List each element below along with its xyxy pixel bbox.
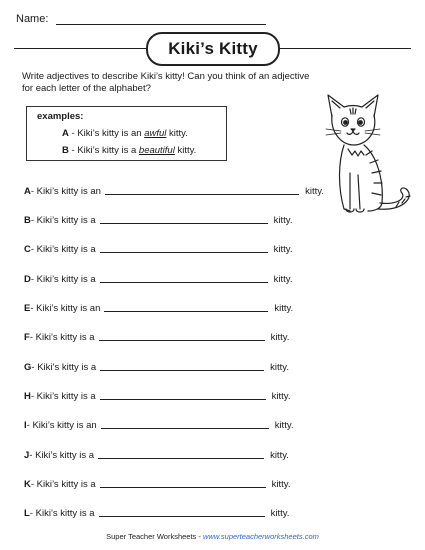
answer-blank[interactable] bbox=[100, 273, 268, 283]
footer-brand: Super Teacher Worksheets bbox=[106, 532, 197, 541]
footer-link[interactable]: www.superteacherworksheets.com bbox=[202, 532, 319, 541]
row-end: kitty. bbox=[270, 508, 290, 519]
example-prefix: - Kiki’s kitty is an bbox=[68, 128, 145, 139]
footer bbox=[0, 532, 425, 541]
row-text: - Kiki’s kitty is a bbox=[31, 362, 97, 373]
answer-blank[interactable] bbox=[101, 419, 269, 429]
row-letter: D bbox=[24, 274, 31, 285]
answer-row bbox=[24, 505, 324, 519]
examples-box bbox=[26, 106, 227, 161]
examples-heading: examples: bbox=[37, 111, 84, 122]
example-prefix: - Kiki’s kitty is a bbox=[68, 145, 139, 156]
answer-blank[interactable] bbox=[104, 302, 268, 312]
cat-icon bbox=[308, 93, 416, 233]
answer-blank[interactable] bbox=[99, 507, 265, 517]
row-letter: A bbox=[24, 186, 31, 197]
row-letter: L bbox=[24, 508, 30, 519]
row-text: - Kiki’s kitty is a bbox=[30, 274, 96, 285]
example-letter: A bbox=[62, 128, 69, 139]
row-text: - Kiki’s kitty is an bbox=[30, 303, 101, 314]
row-text: - Kiki’s kitty is a bbox=[29, 508, 95, 519]
answer-blank[interactable] bbox=[99, 331, 265, 341]
row-end: kitty. bbox=[305, 186, 324, 197]
row-letter: K bbox=[24, 479, 31, 490]
answer-blank[interactable] bbox=[100, 478, 266, 488]
answer-row bbox=[24, 329, 324, 343]
example-word: beautiful bbox=[138, 145, 175, 156]
answer-row bbox=[24, 388, 324, 402]
answer-row bbox=[24, 183, 324, 197]
name-field bbox=[16, 13, 266, 25]
answer-blank[interactable] bbox=[98, 449, 264, 459]
answer-row bbox=[24, 447, 324, 461]
answer-blank[interactable] bbox=[100, 390, 266, 400]
row-end: kitty. bbox=[274, 303, 294, 314]
example-line bbox=[62, 145, 196, 156]
answer-row bbox=[24, 359, 324, 373]
row-end: kitty. bbox=[270, 450, 289, 461]
row-end: kitty. bbox=[274, 420, 294, 431]
answer-row bbox=[24, 271, 324, 285]
row-end: kitty. bbox=[271, 479, 291, 490]
answer-row bbox=[24, 417, 324, 431]
example-letter: B bbox=[62, 145, 69, 156]
answer-blank[interactable] bbox=[100, 243, 268, 253]
example-suffix: kitty. bbox=[166, 128, 188, 139]
row-end: kitty. bbox=[270, 362, 289, 373]
answer-row bbox=[24, 476, 324, 490]
name-input-line[interactable] bbox=[56, 13, 266, 25]
row-text: - Kiki’s kitty is a bbox=[30, 479, 96, 490]
row-text: - Kiki’s kitty is a bbox=[30, 244, 96, 255]
row-text: - Kiki’s kitty is a bbox=[29, 450, 95, 461]
row-end: kitty. bbox=[271, 391, 291, 402]
row-end: kitty. bbox=[270, 332, 290, 343]
row-end: kitty. bbox=[273, 215, 293, 226]
instructions-text: Write adjectives to describe Kiki’s kitty! Can you think of an adjective for each letter of the alphabet? bbox=[22, 71, 310, 94]
row-letter: F bbox=[24, 332, 30, 343]
row-letter: G bbox=[24, 362, 32, 373]
row-letter: B bbox=[24, 215, 31, 226]
row-text: - Kiki’s kitty is an bbox=[26, 420, 97, 431]
page-title: Kiki’s Kitty bbox=[146, 32, 280, 66]
row-end: kitty. bbox=[273, 244, 293, 255]
example-suffix: kitty. bbox=[174, 145, 197, 156]
row-letter: I bbox=[24, 420, 27, 431]
example-line bbox=[62, 128, 188, 139]
answer-row bbox=[24, 212, 324, 226]
row-end: kitty. bbox=[273, 274, 293, 285]
answer-row bbox=[24, 300, 324, 314]
row-text: - Kiki’s kitty is an bbox=[30, 186, 101, 197]
example-word: awful bbox=[144, 128, 167, 139]
row-letter: J bbox=[24, 450, 30, 461]
row-text: - Kiki’s kitty is a bbox=[30, 215, 96, 226]
answer-blank[interactable] bbox=[100, 214, 268, 224]
answer-blank[interactable] bbox=[100, 361, 264, 371]
row-letter: E bbox=[24, 303, 31, 314]
footer-separator: - bbox=[196, 532, 203, 541]
row-text: - Kiki’s kitty is a bbox=[30, 391, 96, 402]
row-letter: H bbox=[24, 391, 31, 402]
answer-row bbox=[24, 241, 324, 255]
row-letter: C bbox=[24, 244, 31, 255]
answer-blank[interactable] bbox=[105, 185, 299, 195]
name-label: Name: bbox=[16, 13, 49, 25]
row-text: - Kiki’s kitty is a bbox=[29, 332, 95, 343]
